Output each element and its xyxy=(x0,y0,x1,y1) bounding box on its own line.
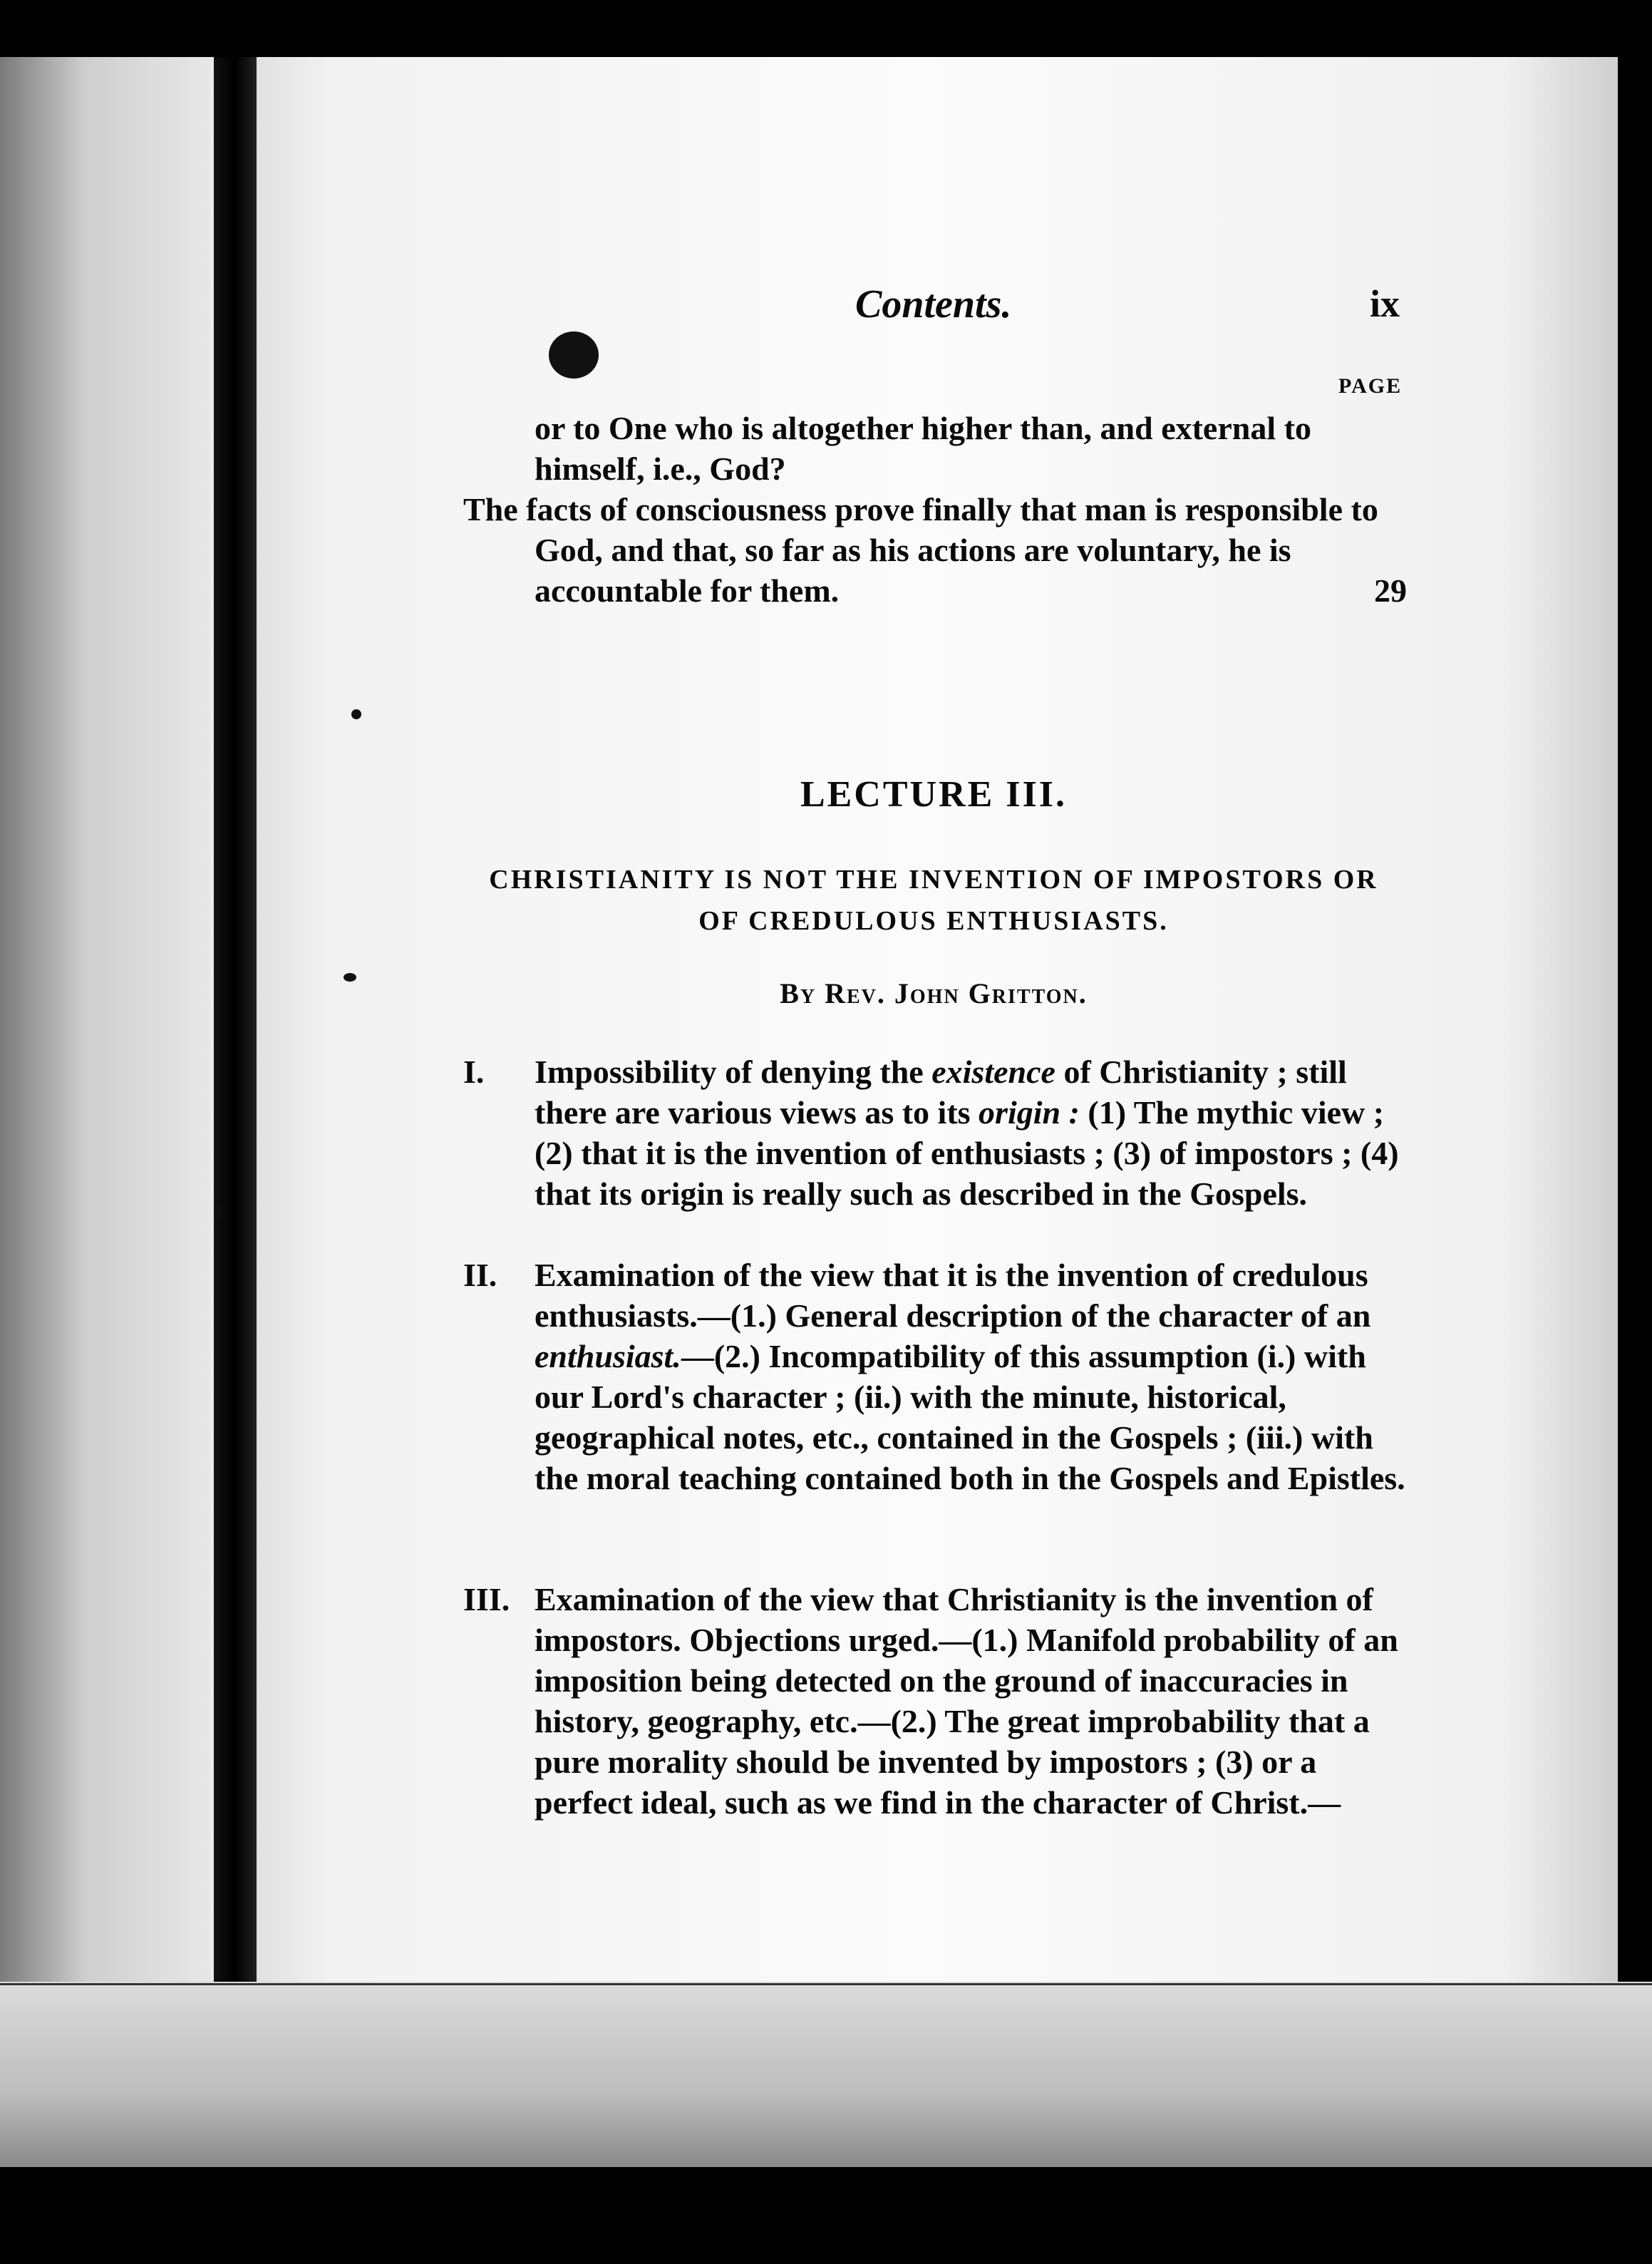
conclusion-entry xyxy=(463,489,1418,611)
continuation-text: or to One who is altogether higher than, and external to himself, i.e., God? xyxy=(535,410,1311,487)
section-numeral: III. xyxy=(463,1581,510,1617)
ink-blot xyxy=(549,331,599,379)
section-2: II. Examination of the view that it is the invention of credulous enthusiasts.—(1.) General description of the character of an enthusiast.—(2.) Incompatibility of this assumption (i.) with our Lord's character ; (ii.) with the minute, historical, geographical notes, etc., contained in the Gospels ; (iii.) with the moral teaching contained both in the Gospels and Epistles. xyxy=(463,1255,1418,1498)
conclusion-text: The facts of consciousness prove finally that man is responsible to God, and that, so far as his actions are voluntary, he is accountable for them. xyxy=(463,491,1378,609)
page-column-label: PAGE xyxy=(1338,374,1403,398)
running-head-title: Contents. xyxy=(855,282,1012,326)
ink-speck xyxy=(351,709,361,719)
section-numeral: I. xyxy=(463,1054,485,1090)
section-3: III. Examination of the view that Christianity is the invention of impostors. Objections urged.—(1.) Manifold probability of an imposition being detected on the ground of inaccuracies in history, geography, etc.—(2.) The great improbability that a pure morality should be invented by impostors ; (3) or a perfect ideal, such as we find in the character of Christ.— xyxy=(463,1579,1418,1823)
running-head-page-number: ix xyxy=(1370,282,1400,325)
lecture-byline: By Rev. John Gritton. xyxy=(780,977,1088,1009)
lecture-number: LECTURE III. xyxy=(800,774,1068,815)
section-1: I. Impossibility of denying the existence of Christianity ; still there are various views as to its origin : (1) The mythic view ; (2) that it is the invention of enthusiasts ; (3) of impostors ; (4) that its origin is really such as described in the Gospels. xyxy=(463,1051,1418,1214)
conclusion-page-ref: 29 xyxy=(1374,572,1407,609)
page-bottom-shadow xyxy=(0,1982,1652,2167)
ink-speck xyxy=(344,973,356,982)
ink-speck xyxy=(214,1205,221,1219)
lecture-title-line2: OF CREDULOUS ENTHUSIASTS. xyxy=(698,906,1169,936)
scan-edge-line xyxy=(0,1983,1652,1985)
facing-page-edge xyxy=(0,57,214,2167)
lecture-title-line1: CHRISTIANITY IS NOT THE INVENTION OF IMPOSTORS OR xyxy=(489,865,1378,895)
section-numeral: II. xyxy=(463,1257,497,1293)
continuation-entry xyxy=(535,408,1340,489)
lecture-title xyxy=(428,859,1440,942)
book-gutter xyxy=(214,57,257,2167)
